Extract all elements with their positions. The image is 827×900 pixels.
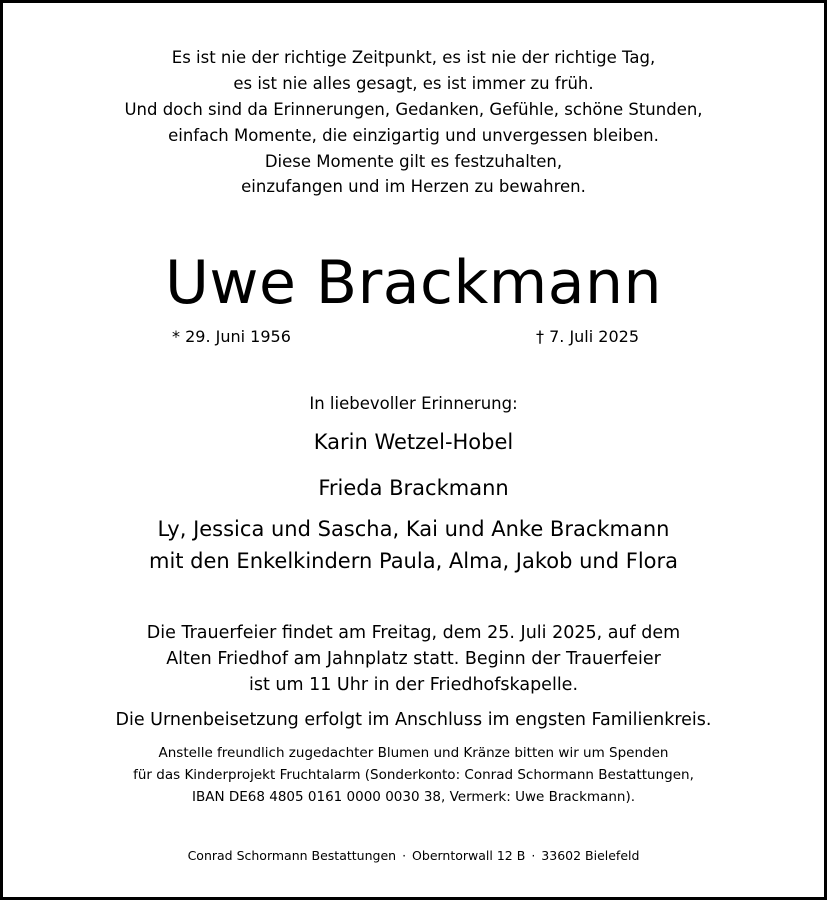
deceased-name: Uwe Brackmann (164, 248, 663, 318)
death-date: † 7. Juli 2025 (536, 327, 639, 346)
birth-date: * 29. Juni 1956 (172, 327, 291, 346)
donation-line: Anstelle freundlich zugedachter Blumen und Kränze bitten wir um Spenden (158, 745, 669, 761)
donation-line: für das Kinderprojekt Fruchtalarm (Sonderkonto: Conrad Schormann Bestattungen, (133, 767, 694, 783)
funeral-home-footer (0, 848, 827, 863)
poem-line: Diese Momente gilt es festzuhalten, (264, 152, 563, 171)
mourner-name: Ly, Jessica und Sascha, Kai und Anke Brackmann (157, 517, 670, 541)
urn-burial-note: Die Urnenbeisetzung erfolgt im Anschluss im engsten Familienkreis. (115, 710, 712, 730)
mourners-intro: In liebevoller Erinnerung: (309, 394, 518, 413)
poem-line: einzufangen und im Herzen zu bewahren. (241, 177, 586, 196)
ceremony-line: Alten Friedhof am Jahnplatz statt. Beginn der Trauerfeier (166, 649, 661, 669)
funeral-home-city: 33602 Bielefeld (541, 848, 640, 863)
ceremony-line: ist um 11 Uhr in der Friedhofskapelle. (248, 675, 579, 695)
footer-separator: · (402, 848, 407, 863)
poem-line: Es ist nie der richtige Zeitpunkt, es ist nie der richtige Tag, (171, 48, 656, 67)
poem-line: einfach Momente, die einzigartig und unvergessen bleiben. (168, 126, 659, 145)
funeral-home-name: Conrad Schormann Bestattungen (187, 848, 397, 863)
mourner-name: Frieda Brackmann (318, 476, 509, 500)
mourner-name: Karin Wetzel-Hobel (313, 430, 514, 454)
poem-line: es ist nie alles gesagt, es ist immer zu früh. (233, 74, 594, 93)
footer-separator: · (531, 848, 536, 863)
poem-line: Und doch sind da Erinnerungen, Gedanken, Gefühle, schöne Stunden, (124, 100, 703, 119)
ceremony-line: Die Trauerfeier findet am Freitag, dem 25. Juli 2025, auf dem (146, 623, 681, 643)
donation-line: IBAN DE68 4805 0161 0000 0030 38, Vermerk: Uwe Brackmann). (191, 789, 636, 805)
mourner-name: mit den Enkelkindern Paula, Alma, Jakob und Flora (148, 549, 679, 573)
funeral-home-street: Oberntorwall 12 B (412, 848, 526, 863)
